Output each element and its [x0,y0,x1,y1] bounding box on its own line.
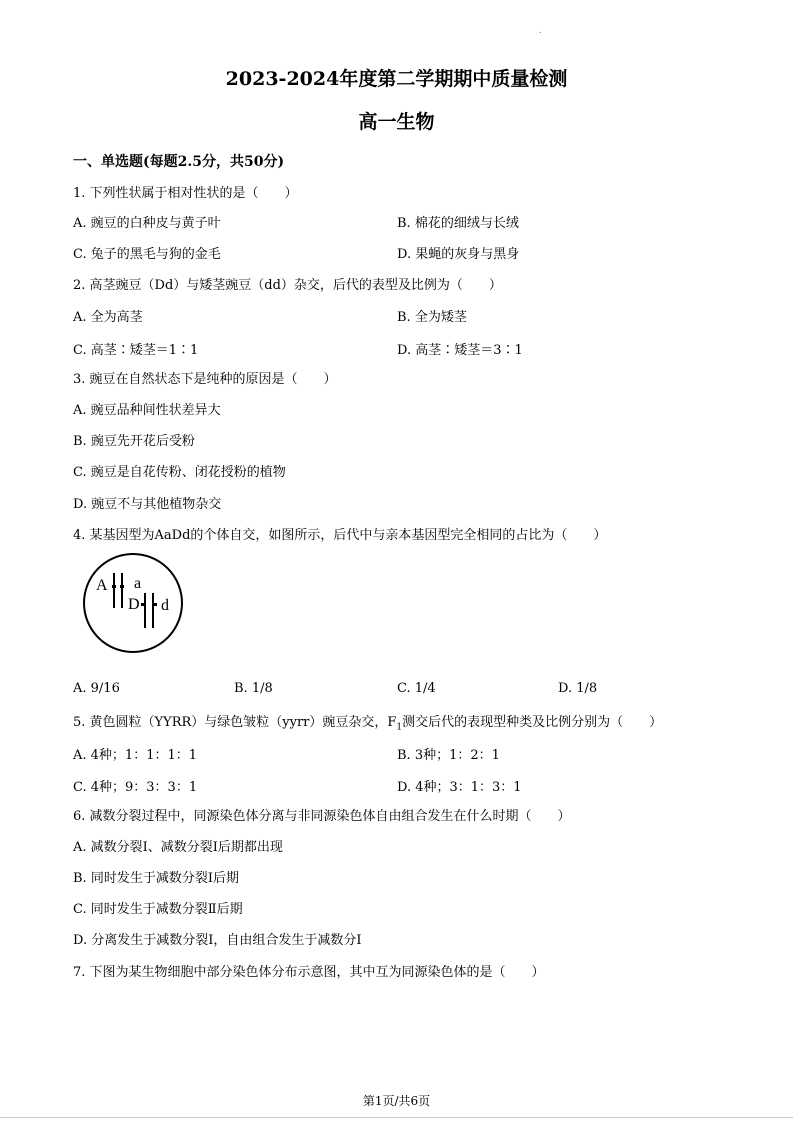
q5-option-b: B. 3种；1：2：1 [397,748,500,763]
q5-option-c: C. 4种；9：3：3：1 [73,780,198,795]
q4-option-c: C. 1/4 [397,681,436,696]
q3-option-c: C. 豌豆是自花传粉、闭花授粉的植物 [73,465,286,480]
q4-option-a: A. 9/16 [73,681,120,696]
q4-stem: 4. 某基因型为AaDd的个体自交，如图所示，后代中与亲本基因型完全相同的占比为（ ） [73,528,607,543]
cell-diagram [82,553,188,653]
locus-A [112,585,116,588]
section-heading: 一、单选题(每题2.5分，共50分) [73,154,285,170]
q2-option-b: B. 全为矮茎 [397,310,467,325]
q2-option-c: C. 高茎∶矮茎＝1∶1 [73,343,199,358]
q6-option-d: D. 分离发生于减数分裂Ⅰ，自由组合发生于减数分Ⅰ [73,933,362,948]
q2-option-a: A. 全为高茎 [73,310,143,325]
exam-title: 2023-2024年度第二学期期中质量检测 [225,68,568,90]
q6-option-b: B. 同时发生于减数分裂Ⅰ后期 [73,871,239,886]
q1-option-c: C. 兔子的黑毛与狗的金毛 [73,247,221,262]
subject-title: 高一生物 [358,111,435,133]
q6-stem: 6. 减数分裂过程中，同源染色体分离与非同源染色体自由组合发生在什么时期（ ） [73,809,571,824]
q6-option-a: A. 减数分裂Ⅰ、减数分裂Ⅰ后期都出现 [73,840,283,855]
q4-option-b: B. 1/8 [234,681,273,696]
q3-option-a: A. 豌豆品种间性状差异大 [73,403,221,418]
q1-stem: 1. 下列性状属于相对性状的是（ ） [73,186,298,201]
q5-option-a: A. 4种；1：1：1：1 [73,748,198,763]
q5-stem-post: 测交后代的表现型种类及比例分别为（ ） [402,715,663,730]
q3-stem: 3. 豌豆在自然状态下是纯种的原因是（ ） [73,372,337,387]
allele-label-a: a [134,575,142,592]
q3-option-b: B. 豌豆先开花后受粉 [73,434,195,449]
q5-stem [73,711,662,733]
q4-option-d: D. 1/8 [558,681,598,696]
corner-dot: . [539,26,542,35]
locus-D [141,603,145,606]
q5-option-d: D. 4种；3：1：3：1 [397,780,522,795]
allele-label-A: A [96,577,108,594]
q1-option-d: D. 果蝇的灰身与黑身 [397,247,520,262]
q1-option-b: B. 棉花的细绒与长绒 [397,216,519,231]
q5-stem-pre: 5. 黄色圆粒（YYRR）与绿色皱粒（yyrr）豌豆杂交，F [73,715,397,730]
locus-d [153,603,157,606]
q1-option-a: A. 豌豆的白种皮与黄子叶 [73,216,221,231]
q5-stem-sub: 1 [396,722,403,733]
q2-option-d: D. 高茎∶矮茎＝3∶1 [397,343,523,358]
page-number: 第1页/共6页 [362,1094,431,1108]
allele-label-D: D [128,596,140,613]
locus-a [120,585,124,588]
q2-stem: 2. 高茎豌豆（Dd）与矮茎豌豆（dd）杂交，后代的表型及比例为（ ） [73,278,502,293]
q7-stem: 7. 下图为某生物细胞中部分染色体分布示意图，其中互为同源染色体的是（ ） [73,965,545,980]
q6-option-c: C. 同时发生于减数分裂Ⅱ后期 [73,902,243,917]
q3-option-d: D. 豌豆不与其他植物杂交 [73,497,222,512]
bottom-divider [0,1117,793,1118]
allele-label-d: d [161,597,169,614]
